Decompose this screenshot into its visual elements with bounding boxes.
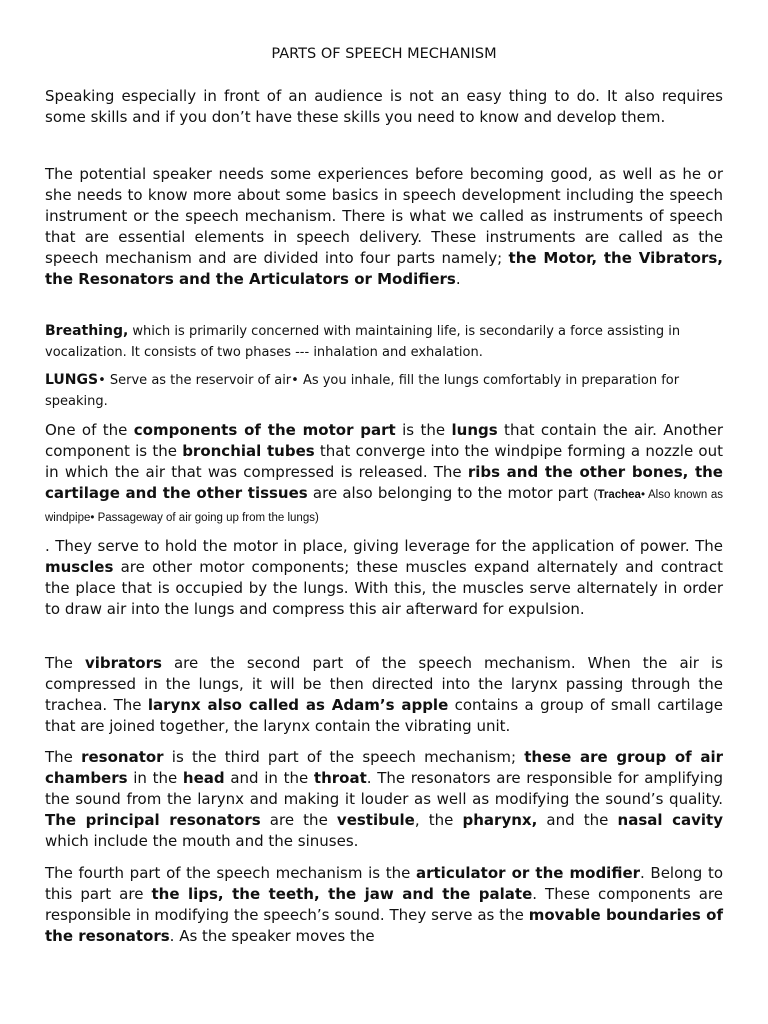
muscles-paragraph bbox=[45, 536, 723, 620]
paragraph-text: are other motor components; these muscles expand alternately and contract the place that is occupied by the lungs. With this, the muscles serve alternately in order to draw air into the lungs and compress this air afterward for expulsion. bbox=[45, 558, 723, 618]
bold-term: these are group of air chambers bbox=[45, 748, 723, 787]
paragraph-text: in the bbox=[127, 769, 183, 787]
intro-paragraph bbox=[45, 86, 723, 128]
paragraph-text: . They serve to hold the motor in place, giving leverage for the application of power. The bbox=[45, 537, 723, 555]
paragraph-text: that converge into the windpipe forming a nozzle out in which the air that was compressed is released. The bbox=[45, 442, 723, 481]
articulator-paragraph bbox=[45, 863, 723, 947]
paragraph-text: and in the bbox=[224, 769, 314, 787]
paragraph-text: which is primarily concerned with maintaining life, is secondarily a force assisting in vocalization. It consists of two phases --- inhalation and exhalation. bbox=[45, 324, 681, 360]
bold-term: muscles bbox=[45, 558, 114, 576]
paragraph-text: . Belong to this part are bbox=[45, 864, 723, 903]
paragraph-text: that contain the air. Another component is the bbox=[45, 421, 724, 460]
bold-term: bronchial tubes bbox=[182, 442, 315, 460]
paragraph-text: One of the bbox=[45, 421, 134, 439]
bold-term: the lips, the teeth, the jaw and the palate bbox=[151, 885, 533, 903]
bold-term: resonator bbox=[81, 748, 164, 766]
motor-paragraph bbox=[45, 420, 723, 529]
bold-term: larynx also called as Adam’s apple bbox=[147, 696, 449, 714]
resonator-paragraph bbox=[45, 747, 723, 852]
paragraph-text: The bbox=[45, 654, 85, 672]
speaker-paragraph bbox=[45, 164, 723, 290]
bold-term: nasal cavity bbox=[617, 811, 723, 829]
paragraph-text: . bbox=[455, 270, 461, 288]
bold-term: head bbox=[182, 769, 225, 787]
paragraph-text: which include the mouth and the sinuses. bbox=[45, 832, 359, 850]
paragraph-text: • Serve as the reservoir of air• As you inhale, fill the lungs comfortably in preparation for speaking. bbox=[45, 373, 680, 409]
lungs-term: LUNGS bbox=[45, 372, 99, 388]
bold-term: lungs bbox=[451, 421, 498, 439]
note-text: • Also known as windpipe• Passageway of air going up from the lungs) bbox=[45, 489, 723, 524]
vibrators-paragraph bbox=[45, 653, 723, 737]
paragraph-text: and the bbox=[537, 811, 618, 829]
paragraph-text: The bbox=[45, 748, 82, 766]
paragraph-text: . As the speaker moves the bbox=[169, 927, 375, 945]
paragraph-text: are the bbox=[260, 811, 337, 829]
paragraph-text: Speaking especially in front of an audience is not an easy thing to do. It also requires some skills and if you don’t have these skills you need to know and develop them. bbox=[45, 87, 723, 126]
lungs-paragraph bbox=[45, 370, 723, 412]
paragraph-text: are also belonging to the motor part bbox=[307, 484, 594, 502]
bold-term: ribs and the other bones, the cartilage and the other tissues bbox=[45, 463, 723, 502]
paragraph-text: is the third part of the speech mechanism; bbox=[163, 748, 525, 766]
bold-term: components of the motor part bbox=[133, 421, 396, 439]
breathing-term: Breathing, bbox=[45, 323, 129, 339]
note-paren: ( bbox=[593, 489, 598, 501]
trachea-term: Trachea bbox=[597, 489, 641, 501]
paragraph-text: are the second part of the speech mechanism. When the air is compressed in the lungs, it will be then directed into the larynx passing through the trachea. The bbox=[45, 654, 723, 714]
bold-term: movable boundaries of the resonators bbox=[45, 906, 724, 945]
page-title: PARTS OF SPEECH MECHANISM bbox=[271, 46, 497, 62]
paragraph-text: contains a group of small cartilage that are joined together, the larynx contain the vibrating unit. bbox=[45, 696, 723, 735]
four-parts-bold: the Motor, the Vibrators, the Resonators and the Articulators or Modifiers bbox=[45, 249, 723, 288]
bold-term: throat bbox=[313, 769, 367, 787]
paragraph-text: . These components are responsible in modifying the speech’s sound. They serve as the bbox=[45, 885, 723, 924]
paragraph-text: The fourth part of the speech mechanism is the bbox=[45, 864, 416, 882]
paragraph-text: , the bbox=[414, 811, 463, 829]
breathing-paragraph bbox=[45, 321, 723, 363]
bold-term: vibrators bbox=[84, 654, 162, 672]
bold-term: vestibule bbox=[336, 811, 415, 829]
paragraph-text: is the bbox=[395, 421, 452, 439]
bold-term: pharynx, bbox=[462, 811, 538, 829]
paragraph-text: . The resonators are responsible for amplifying the sound from the larynx and making it louder as well as modifying the sound’s quality. bbox=[45, 769, 723, 808]
paragraph-text: The potential speaker needs some experiences before becoming good, as well as he or she needs to know more about some basics in speech development including the speech instrument or the speech mechanism. There is what we called as instruments of speech that are essential elements in speech delivery. These instruments are called as the speech mechanism and are divided into four parts namely; bbox=[45, 165, 723, 267]
bold-term: The principal resonators bbox=[45, 811, 261, 829]
bold-term: articulator or the modifier bbox=[415, 864, 641, 882]
